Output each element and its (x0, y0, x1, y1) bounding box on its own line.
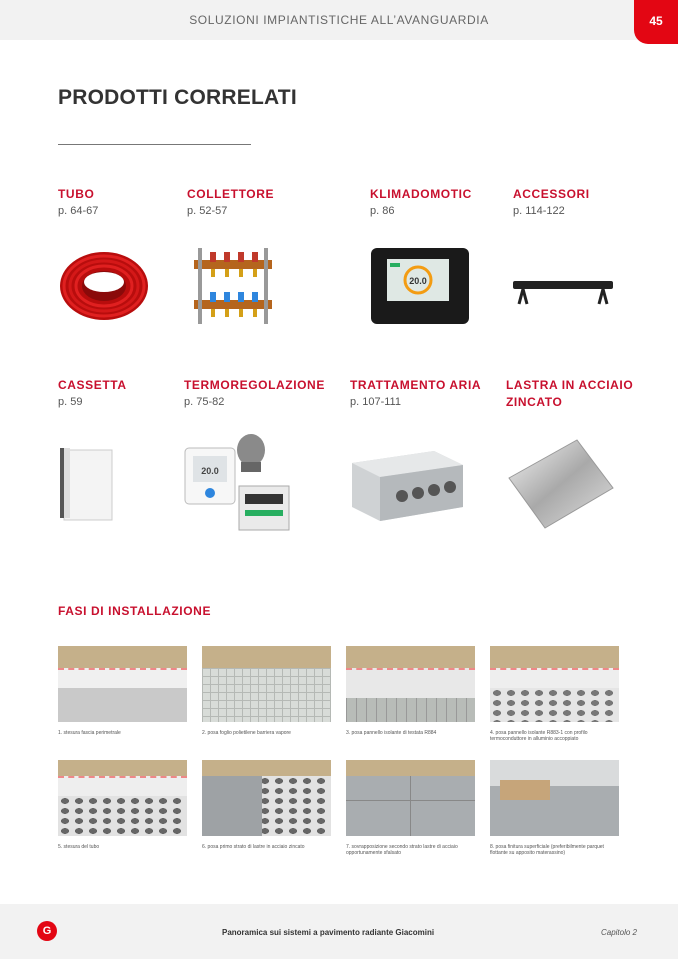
product-name: LASTRA IN ACCIAIO (506, 378, 634, 392)
product-page-ref: p. 52-57 (187, 205, 228, 217)
header-title: SOLUZIONI IMPIANTISTICHE ALL’AVANGUARDIA (189, 13, 489, 27)
step-photo (346, 646, 475, 722)
product-trattamento-aria[interactable] (350, 377, 481, 408)
product-termoregolazione[interactable] (184, 377, 325, 408)
top-bar (0, 0, 678, 40)
step-caption: 4. posa pannello isolante R883-1 con profilo termoconduttore in alluminio accoppiato (490, 730, 588, 742)
product-page-ref: p. 64-67 (58, 205, 99, 217)
install-step-2 (202, 646, 331, 736)
termoregolazione-devices-image (183, 432, 295, 532)
step-photo (58, 646, 187, 722)
step-caption: 1. stesura fascia perimetrale (58, 730, 121, 736)
step-photo (202, 646, 331, 722)
product-name: KLIMADOMOTIC (370, 187, 472, 201)
product-name: ACCESSORI (513, 187, 590, 201)
product-tubo[interactable] (58, 186, 98, 217)
step-caption: 2. posa foglio polietilene barriera vapore (202, 730, 291, 736)
product-name-line2: ZINCATO (506, 395, 563, 409)
step-photo (490, 646, 619, 722)
lastra-acciaio-sheet-image (507, 438, 615, 530)
title-divider (58, 144, 251, 145)
footer-text: Panoramica sui sistemi a pavimento radiante Giacomini (222, 928, 435, 937)
tubo-coil-image (58, 248, 150, 324)
thermostat-screen-reading: 20.0 (201, 466, 219, 476)
installation-title: FASI DI INSTALLAZIONE (58, 604, 212, 618)
product-cassetta[interactable] (58, 377, 127, 408)
cassetta-box-image (58, 446, 114, 522)
step-caption: 5. stesura del tubo (58, 844, 100, 850)
install-step-6 (202, 760, 331, 850)
install-step-1 (58, 646, 187, 736)
page-number-badge: 45 (634, 0, 678, 44)
product-name: CASSETTA (58, 378, 127, 392)
product-name: TUBO (58, 187, 95, 201)
giacomini-logo: G (37, 921, 57, 941)
step-caption: 6. posa primo strato di lastre in acciaio zincato (202, 844, 305, 850)
install-step-8 (490, 760, 619, 856)
step-caption: 8. posa finitura superficiale (preferibilmente parquet flottante su apposito materassino) (490, 844, 604, 856)
step-photo (58, 760, 187, 836)
step-photo (346, 760, 475, 836)
footer (0, 904, 678, 959)
install-step-5 (58, 760, 187, 850)
trattamento-aria-unit-image (350, 447, 465, 523)
product-name: COLLETTORE (187, 187, 275, 201)
accessori-clip-rail-image (511, 278, 615, 310)
product-page-ref: p. 114-122 (513, 205, 565, 217)
step-photo (202, 760, 331, 836)
install-step-7 (346, 760, 475, 856)
product-name: TRATTAMENTO ARIA (350, 378, 482, 392)
page-title: PRODOTTI CORRELATI (58, 86, 297, 109)
product-page-ref: p. 75-82 (184, 396, 225, 408)
klimadomotic-screen-reading: 20.0 (409, 276, 427, 286)
product-name: TERMOREGOLAZIONE (184, 378, 325, 392)
product-page-ref: p. 107-111 (350, 396, 401, 408)
step-caption: 3. posa pannello isolante di testata R884 (346, 730, 437, 736)
klimadomotic-display-image (370, 247, 470, 325)
product-accessori[interactable] (513, 186, 590, 217)
install-step-4 (490, 646, 619, 742)
product-klimadomotic[interactable] (370, 186, 472, 217)
product-page-ref: p. 86 (370, 205, 395, 217)
product-collettore[interactable] (187, 186, 274, 217)
product-lastra-acciaio[interactable] (506, 377, 633, 411)
install-step-3 (346, 646, 475, 736)
footer-chapter: Capitolo 2 (600, 928, 637, 937)
collettore-manifold-image (188, 238, 278, 333)
step-photo (490, 760, 619, 836)
product-page-ref: p. 59 (58, 396, 83, 408)
step-caption: 7. sovrapposizione secondo strato lastre di acciaio opportunamente sfalsato (346, 844, 458, 856)
